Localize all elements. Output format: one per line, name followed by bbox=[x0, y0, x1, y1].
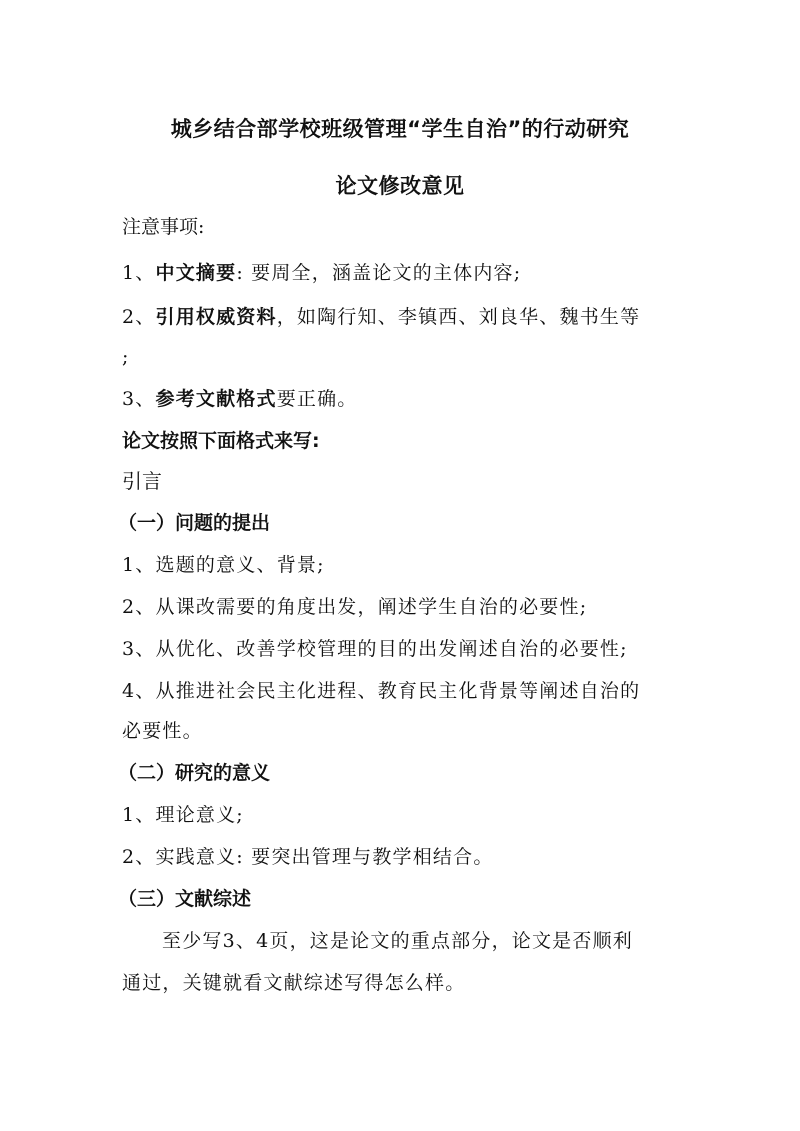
note-number: 1、 bbox=[122, 262, 156, 284]
note-number: 3、 bbox=[122, 388, 156, 410]
note-item-3 bbox=[122, 386, 682, 412]
note-number: 2、 bbox=[122, 306, 156, 328]
section-heading-2: （二）研究的意义 bbox=[118, 762, 271, 784]
note-item-1 bbox=[122, 260, 682, 286]
document-subtitle: 论文修改意见 bbox=[335, 174, 465, 198]
format-heading: 论文按照下面格式来写: bbox=[122, 430, 320, 452]
section-1-item-2: 2、从课改需要的角度出发，阐述学生自治的必要性; bbox=[122, 596, 588, 618]
note-emphasis: 中文摘要 bbox=[155, 262, 237, 284]
note-text: ; bbox=[122, 346, 129, 368]
note-emphasis: 引用权威资料 bbox=[155, 306, 277, 328]
section-heading-1: （一）问题的提出 bbox=[118, 512, 271, 534]
section-3-paragraph-line-1: 至少写3、4页，这是论文的重点部分，论文是否顺利 bbox=[162, 930, 633, 952]
section-1-item-3: 3、从优化、改善学校管理的目的出发阐述自治的必要性; bbox=[122, 638, 628, 660]
intro-heading: 引言 bbox=[122, 469, 162, 493]
section-3-paragraph-line-2: 通过，关键就看文献综述写得怎么样。 bbox=[122, 972, 466, 994]
section-1-item-4: 4、从推进社会民主化进程、教育民主化背景等阐述自治的 bbox=[122, 680, 641, 702]
note-item-2-continuation bbox=[122, 344, 682, 370]
note-text: ，如陶行知、李镇西、刘良华、魏书生等 bbox=[276, 306, 641, 328]
note-item-2 bbox=[122, 304, 682, 330]
note-text: : 要周全，涵盖论文的主体内容; bbox=[236, 262, 522, 284]
section-1-item-1: 1、选题的意义、背景; bbox=[122, 554, 325, 576]
section-1-item-4-continuation: 必要性。 bbox=[122, 720, 203, 742]
section-heading-3: （三）文献综述 bbox=[118, 888, 252, 910]
notes-heading: 注意事项: bbox=[122, 216, 205, 238]
note-emphasis: 参考文献格式 bbox=[155, 388, 277, 410]
section-2-item-2: 2、实践意义: 要突出管理与教学相结合。 bbox=[122, 846, 494, 868]
note-text: 要正确。 bbox=[276, 388, 358, 410]
section-2-item-1: 1、理论意义; bbox=[122, 804, 244, 826]
document-title: 城乡结合部学校班级管理“学生自治”的行动研究 bbox=[170, 117, 630, 141]
